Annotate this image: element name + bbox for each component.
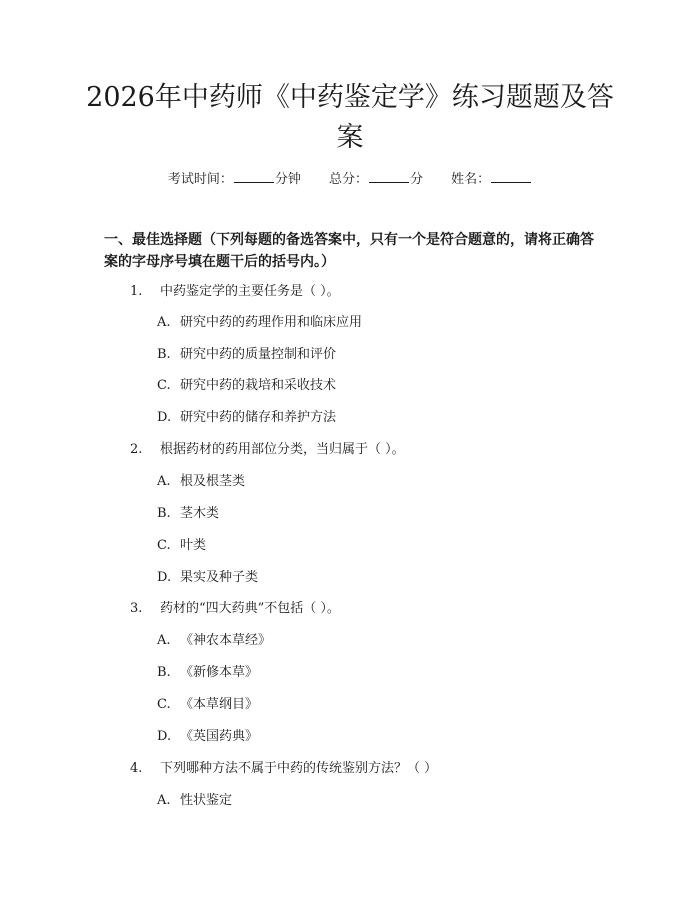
total-score-unit: 分 [410, 172, 424, 187]
question-3 [130, 599, 340, 619]
option-letter: A. [157, 315, 171, 330]
question-number: 4. [130, 761, 143, 776]
option-text: 茎木类 [180, 506, 220, 521]
exam-time-blank[interactable] [234, 168, 274, 183]
option-text: 果实及种子类 [180, 570, 259, 585]
question-number: 1. [130, 284, 143, 299]
question-1 [130, 282, 340, 302]
question-2-option-d[interactable] [157, 568, 258, 588]
option-text: 《新修本草》 [180, 665, 259, 680]
question-2 [130, 440, 405, 460]
option-letter: B. [157, 506, 171, 521]
option-text: 研究中药的质量控制和评价 [180, 347, 337, 362]
option-text: 研究中药的储存和养护方法 [180, 410, 337, 425]
section-heading: 一、最佳选择题（下列每题的备选答案中，只有一个是符合题意的，请将正确答案的字母序号填在题干后的括号内。） [104, 232, 594, 270]
question-stem: 下列哪种方法不属于中药的传统鉴别方法？（ ） [160, 761, 438, 776]
question-1-option-d[interactable] [157, 408, 336, 428]
option-letter: A. [157, 793, 171, 808]
option-letter: C. [157, 538, 171, 553]
option-letter: C. [157, 697, 171, 712]
question-3-option-d[interactable] [157, 727, 258, 747]
option-text: 《英国药典》 [180, 729, 259, 744]
name-blank[interactable] [491, 168, 531, 183]
question-stem: 中药鉴定学的主要任务是（ ）。 [160, 284, 340, 299]
option-text: 研究中药的药理作用和临床应用 [180, 315, 363, 330]
option-letter: C. [157, 378, 171, 393]
option-letter: A. [157, 474, 171, 489]
question-2-option-a[interactable] [157, 472, 245, 492]
exam-time-unit: 分钟 [274, 172, 301, 187]
option-text: 根及根茎类 [180, 474, 246, 489]
question-number: 3. [130, 601, 143, 616]
option-text: 《神农本草经》 [180, 633, 272, 648]
question-stem: 药材的“四大药典”不包括（ ）。 [160, 601, 340, 616]
question-3-option-a[interactable] [157, 631, 271, 651]
name-field [451, 168, 532, 190]
question-number: 2. [130, 442, 143, 457]
option-letter: B. [157, 665, 171, 680]
question-4 [130, 759, 437, 779]
total-score-field [329, 168, 423, 190]
question-1-option-b[interactable] [157, 345, 336, 365]
exam-time-label: 考试时间： [167, 172, 233, 187]
option-text: 《本草纲目》 [180, 697, 259, 712]
option-text: 性状鉴定 [180, 793, 233, 808]
option-letter: A. [157, 633, 171, 648]
option-letter: D. [157, 410, 172, 425]
name-label: 姓名： [451, 172, 491, 187]
question-2-option-b[interactable] [157, 504, 219, 524]
exam-info-line [0, 168, 700, 190]
question-3-option-c[interactable] [157, 695, 258, 715]
question-4-option-a[interactable] [157, 791, 232, 811]
option-letter: D. [157, 729, 172, 744]
question-1-option-c[interactable] [157, 376, 336, 396]
question-2-option-c[interactable] [157, 536, 206, 556]
total-score-blank[interactable] [369, 168, 409, 183]
option-text: 叶类 [180, 538, 207, 553]
question-1-option-a[interactable] [157, 313, 362, 333]
question-stem: 根据药材的药用部位分类，当归属于（ ）。 [160, 442, 405, 457]
option-letter: D. [157, 570, 172, 585]
option-text: 研究中药的栽培和采收技术 [180, 378, 337, 393]
option-letter: B. [157, 347, 171, 362]
question-3-option-b[interactable] [157, 663, 258, 683]
total-score-label: 总分： [328, 172, 368, 187]
document-title: 2026年中药师《中药鉴定学》练习题题及答案 [86, 82, 614, 153]
exam-time-field [168, 168, 301, 190]
